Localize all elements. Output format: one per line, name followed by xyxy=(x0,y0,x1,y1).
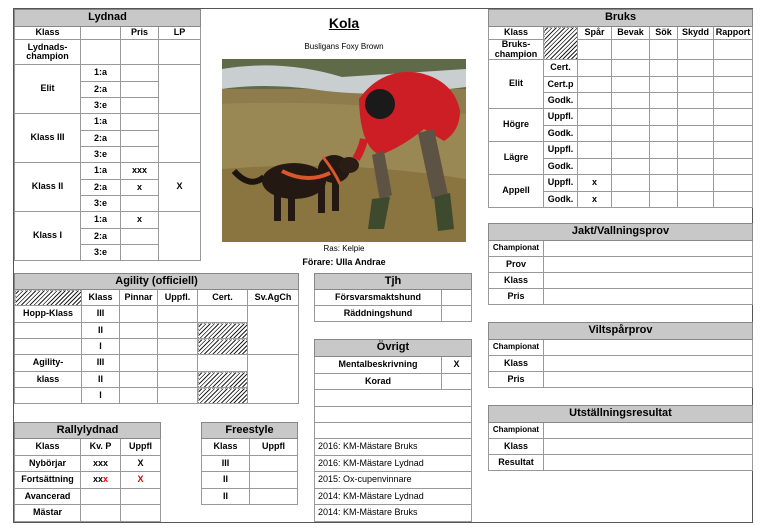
klass1-1a-pris: x xyxy=(121,212,159,229)
agility-header: Agility (officiell) xyxy=(15,274,299,290)
lydnad-header: Lydnad xyxy=(15,10,201,27)
award-item: 2016: KM-Mästare Lydnad xyxy=(315,456,472,472)
award-item: 2016: KM-Mästare Bruks xyxy=(315,439,472,456)
jakt-table: Jakt/Vallningsprov Championat Prov Klass Pris xyxy=(488,223,753,305)
freestyle-table: Freestyle Klass Uppfl III II II xyxy=(201,422,298,505)
elit-label: Elit xyxy=(15,65,81,114)
klass2-1a-pris: xxx xyxy=(121,163,159,180)
col-lp: LP xyxy=(159,27,201,40)
col-pris: Pris xyxy=(121,27,159,40)
award-item: 2015: Ox-cupenvinnare xyxy=(315,472,472,489)
handler-label: Förare: Ulla Andrae xyxy=(302,257,386,267)
klass2-lp: X xyxy=(159,163,201,212)
tjh-table: Tjh Försvarsmaktshund Räddningshund xyxy=(314,273,472,322)
appell-uppfl-spar: x xyxy=(578,175,612,192)
dog-photo xyxy=(222,59,466,242)
award-item: 2014: KM-Mästare Bruks xyxy=(315,505,472,522)
klass2-label: Klass II xyxy=(15,163,81,212)
breed-label: Ras: Kelpie xyxy=(323,244,365,253)
bruks-header: Bruks xyxy=(489,10,753,27)
mental-value: X xyxy=(442,357,472,374)
klass2-2a-pris: x xyxy=(121,180,159,196)
rally-table: Rallylydnad Klass Kv. P Uppfl Nybörjar xxx X Fortsättning xxx X Avancerad Mästar xyxy=(14,422,161,522)
utstallning-table: Utställningsresultat Championat Klass Resultat xyxy=(488,405,753,471)
appell-godk-spar: x xyxy=(578,192,612,208)
lydnad-table: Lydnad Klass Pris LP Lydnads- champion Elit 1:a 2:a 3:e Klass III 1:a 2:a 3:e Klass II 1:a xxx X 2:a x 3:e Klass I 1:a x 2:a 3:e xyxy=(14,9,201,261)
col-klass: Klass xyxy=(15,27,81,40)
award-item: 2014: KM-Mästare Lydnad xyxy=(315,489,472,505)
vilt-table: Viltspårprov Championat Klass Pris xyxy=(488,322,753,388)
agility-table: Agility (officiell) Klass Pinnar Uppfl. Cert. Sv.AgCh Hopp-Klass III II I Agility- III klass II I xyxy=(14,273,299,404)
registered-name: Busligans Foxy Brown xyxy=(304,42,384,51)
lydnads-champion-label: Lydnads- champion xyxy=(15,40,81,65)
klass3-label: Klass III xyxy=(15,114,81,163)
bruks-table: Bruks Klass Spår Bevak Sök Skydd Rapport Bruks- champion Elit Cert. Cert.p Godk. Högre Uppfl. Godk. Lägre Uppfl. Godk. Appell Uppfl. x Godk. x xyxy=(488,9,753,208)
dog-name: Kola xyxy=(328,15,360,31)
ovrigt-table: Övrigt Mentalbeskrivning X Korad 2016: KM-Mästare Bruks 2016: KM-Mästare Lydnad 2015: Ox-cupenvinnare 2014: KM-Mästare Lydnad 2014: KM-Mästare Bruks xyxy=(314,339,472,522)
klass1-label: Klass I xyxy=(15,212,81,261)
bruks-champion-label: Bruks- champion xyxy=(489,40,544,60)
